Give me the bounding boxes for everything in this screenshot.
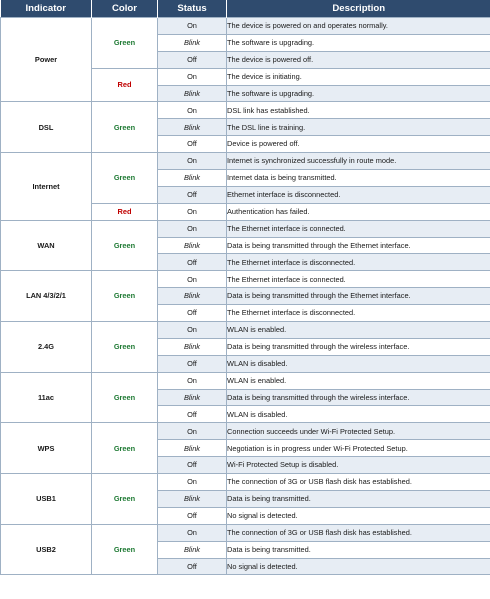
status-description: The Ethernet interface is connected. — [227, 271, 490, 288]
status-description: Device is powered off. — [227, 136, 490, 153]
led-color: Green — [92, 271, 158, 322]
status-description: Internet is synchronized successfully in route mode. — [227, 153, 490, 170]
status-description: Ethernet interface is disconnected. — [227, 186, 490, 203]
led-status: On — [158, 322, 227, 339]
led-status: On — [158, 18, 227, 35]
status-description: Wi-Fi Protected Setup is disabled. — [227, 457, 490, 474]
indicator-name: USB2 — [1, 524, 92, 575]
status-description: WLAN is enabled. — [227, 322, 490, 339]
status-description: Data is being transmitted. — [227, 490, 490, 507]
table-row — [1, 220, 490, 237]
status-description: The device is powered on and operates normally. — [227, 18, 490, 35]
led-status: Off — [158, 254, 227, 271]
indicator-name: USB1 — [1, 474, 92, 525]
indicator-name: 2.4G — [1, 322, 92, 373]
indicator-name: DSL — [1, 102, 92, 153]
led-status: On — [158, 203, 227, 220]
indicator-name: Internet — [1, 153, 92, 221]
status-description: The Ethernet interface is connected. — [227, 220, 490, 237]
led-status: Blink — [158, 541, 227, 558]
led-status: Off — [158, 186, 227, 203]
led-status: Off — [158, 457, 227, 474]
status-description: The device is powered off. — [227, 51, 490, 68]
led-status: On — [158, 372, 227, 389]
status-description: The Ethernet interface is disconnected. — [227, 305, 490, 322]
table-row — [1, 322, 490, 339]
table-header-row — [1, 0, 490, 18]
indicator-name: LAN 4/3/2/1 — [1, 271, 92, 322]
led-color: Green — [92, 18, 158, 69]
led-status: On — [158, 68, 227, 85]
led-status: Blink — [158, 237, 227, 254]
header-indicator: Indicator — [1, 0, 92, 18]
status-description: WLAN is enabled. — [227, 372, 490, 389]
status-description: Negotiation is in progress under Wi-Fi Protected Setup. — [227, 440, 490, 457]
status-description: No signal is detected. — [227, 558, 490, 575]
led-status: Blink — [158, 34, 227, 51]
status-description: Data is being transmitted. — [227, 541, 490, 558]
led-status: Off — [158, 507, 227, 524]
status-description: The DSL line is training. — [227, 119, 490, 136]
table-row — [1, 153, 490, 170]
led-status: Off — [158, 406, 227, 423]
led-status: Blink — [158, 389, 227, 406]
led-color: Green — [92, 474, 158, 525]
led-color: Red — [92, 68, 158, 102]
status-description: Connection succeeds under Wi-Fi Protected Setup. — [227, 423, 490, 440]
led-color: Green — [92, 322, 158, 373]
led-color: Green — [92, 153, 158, 204]
table-row — [1, 524, 490, 541]
header-description: Description — [227, 0, 490, 18]
table-row — [1, 18, 490, 35]
led-status: On — [158, 153, 227, 170]
header-status: Status — [158, 0, 227, 18]
led-status: Blink — [158, 85, 227, 102]
status-description: Data is being transmitted through the wireless interface. — [227, 389, 490, 406]
status-description: Data is being transmitted through the wireless interface. — [227, 338, 490, 355]
status-description: Authentication has failed. — [227, 203, 490, 220]
led-status: Off — [158, 305, 227, 322]
led-status: Blink — [158, 119, 227, 136]
status-description: The connection of 3G or USB flash disk has established. — [227, 524, 490, 541]
status-description: The software is upgrading. — [227, 85, 490, 102]
led-status: On — [158, 474, 227, 491]
led-status: On — [158, 524, 227, 541]
led-status: On — [158, 102, 227, 119]
table-row — [1, 423, 490, 440]
status-description: The Ethernet interface is disconnected. — [227, 254, 490, 271]
header-color: Color — [92, 0, 158, 18]
indicator-name: WPS — [1, 423, 92, 474]
led-color: Green — [92, 102, 158, 153]
status-description: Internet data is being transmitted. — [227, 170, 490, 187]
led-color: Green — [92, 524, 158, 575]
led-status: Off — [158, 355, 227, 372]
indicator-name: WAN — [1, 220, 92, 271]
led-color: Green — [92, 220, 158, 271]
table-body — [1, 18, 490, 575]
led-status: Blink — [158, 338, 227, 355]
status-description: The software is upgrading. — [227, 34, 490, 51]
led-status: On — [158, 423, 227, 440]
status-description: WLAN is disabled. — [227, 406, 490, 423]
led-status: Off — [158, 51, 227, 68]
led-status: Off — [158, 558, 227, 575]
table-row — [1, 102, 490, 119]
led-color: Green — [92, 372, 158, 423]
table-row — [1, 372, 490, 389]
status-description: Data is being transmitted through the Ethernet interface. — [227, 237, 490, 254]
led-status: Blink — [158, 288, 227, 305]
status-description: No signal is detected. — [227, 507, 490, 524]
status-description: DSL link has established. — [227, 102, 490, 119]
led-status: Off — [158, 136, 227, 153]
led-status: Blink — [158, 440, 227, 457]
status-description: The device is initiating. — [227, 68, 490, 85]
led-color: Red — [92, 203, 158, 220]
indicator-name: 11ac — [1, 372, 92, 423]
table-row — [1, 271, 490, 288]
table-row — [1, 474, 490, 491]
led-status: On — [158, 271, 227, 288]
status-description: Data is being transmitted through the Ethernet interface. — [227, 288, 490, 305]
led-status: On — [158, 220, 227, 237]
indicator-name: Power — [1, 18, 92, 102]
led-status: Blink — [158, 170, 227, 187]
status-description: The connection of 3G or USB flash disk has established. — [227, 474, 490, 491]
led-status: Blink — [158, 490, 227, 507]
status-description: WLAN is disabled. — [227, 355, 490, 372]
led-color: Green — [92, 423, 158, 474]
